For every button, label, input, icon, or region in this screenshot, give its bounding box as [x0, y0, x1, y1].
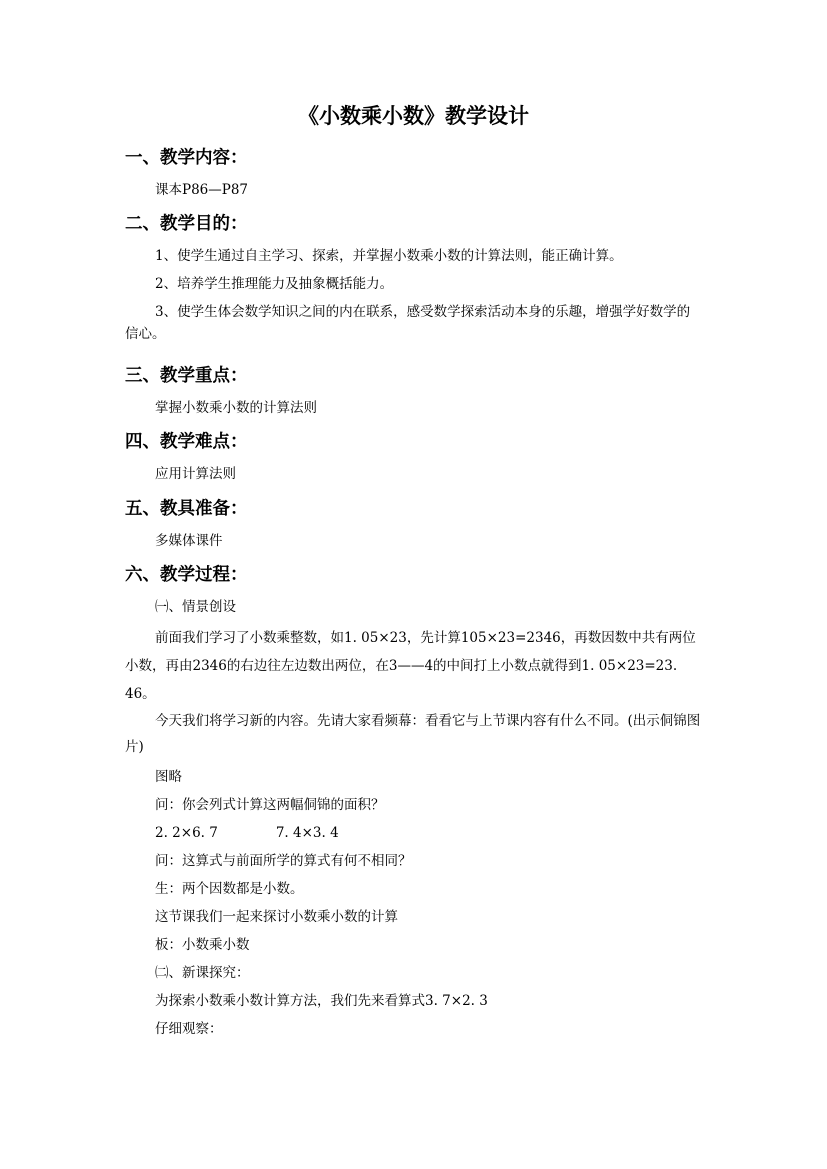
- subsection-heading-scenario: ㈠、情景创设: [155, 599, 236, 615]
- section-heading-key-point: 三、教学重点：: [125, 366, 248, 386]
- section-heading-process: 六、教学过程：: [125, 565, 248, 585]
- section-heading-content: 一、教学内容：: [125, 148, 248, 168]
- line-figure-omitted: 图略: [155, 769, 182, 785]
- section-text-difficulty: 应用计算法则: [155, 466, 236, 482]
- section-heading-difficulty: 四、教学难点：: [125, 432, 248, 452]
- line-question-1: 问：你会列式计算这两幅侗锦的面积？: [155, 797, 385, 813]
- expression-line: [155, 822, 339, 844]
- section-text-key-point: 掌握小数乘小数的计算法则: [155, 400, 317, 416]
- section-text-materials: 多媒体课件: [155, 533, 223, 549]
- expression-2: 7. 4×3. 4: [275, 825, 339, 841]
- line-observe: 仔细观察：: [155, 1021, 223, 1037]
- line-student-answer: 生：两个因数都是小数。: [155, 881, 304, 897]
- paragraph-review: 前面我们学习了小数乘整数，如1. 05×23，先计算105×23=2346，再数因数中共有两位小数，再由2346的右边往左边数出两位，在3——4的中间打上小数点就得到1. 05×23=23. 46。: [125, 630, 696, 702]
- line-board: 板：小数乘小数: [155, 937, 250, 953]
- section-heading-materials: 五、教具准备：: [125, 499, 248, 519]
- section-heading-goals: 二、教学目的：: [125, 214, 248, 234]
- expression-1: 2. 2×6. 7: [155, 825, 218, 841]
- line-explore-method: 为探索小数乘小数计算方法，我们先来看算式3. 7×2. 3: [155, 993, 488, 1009]
- subsection-heading-explore: ㈡、新课探究：: [155, 965, 250, 981]
- section-text-content: 课本P86—P87: [155, 182, 249, 198]
- paragraph-intro: 今天我们将学习新的内容。先请大家看频幕：看看它与上节课内容有什么不同。(出示侗锦图片): [125, 713, 701, 755]
- goal-item-3: 3、使学生体会数学知识之间的内在联系，感受数学探索活动本身的乐趣，增强学好数学的信心。: [125, 304, 691, 342]
- line-lesson-topic: 这节课我们一起来探讨小数乘小数的计算: [155, 909, 398, 925]
- document-title: 《小数乘小数》教学设计: [298, 103, 529, 128]
- goal-item-2: 2、培养学生推理能力及抽象概括能力。: [155, 276, 394, 292]
- goal-item-1: 1、使学生通过自主学习、探索，并掌握小数乘小数的计算法则，能正确计算。: [155, 248, 623, 264]
- line-question-2: 问：这算式与前面所学的算式有何不相同？: [155, 853, 412, 869]
